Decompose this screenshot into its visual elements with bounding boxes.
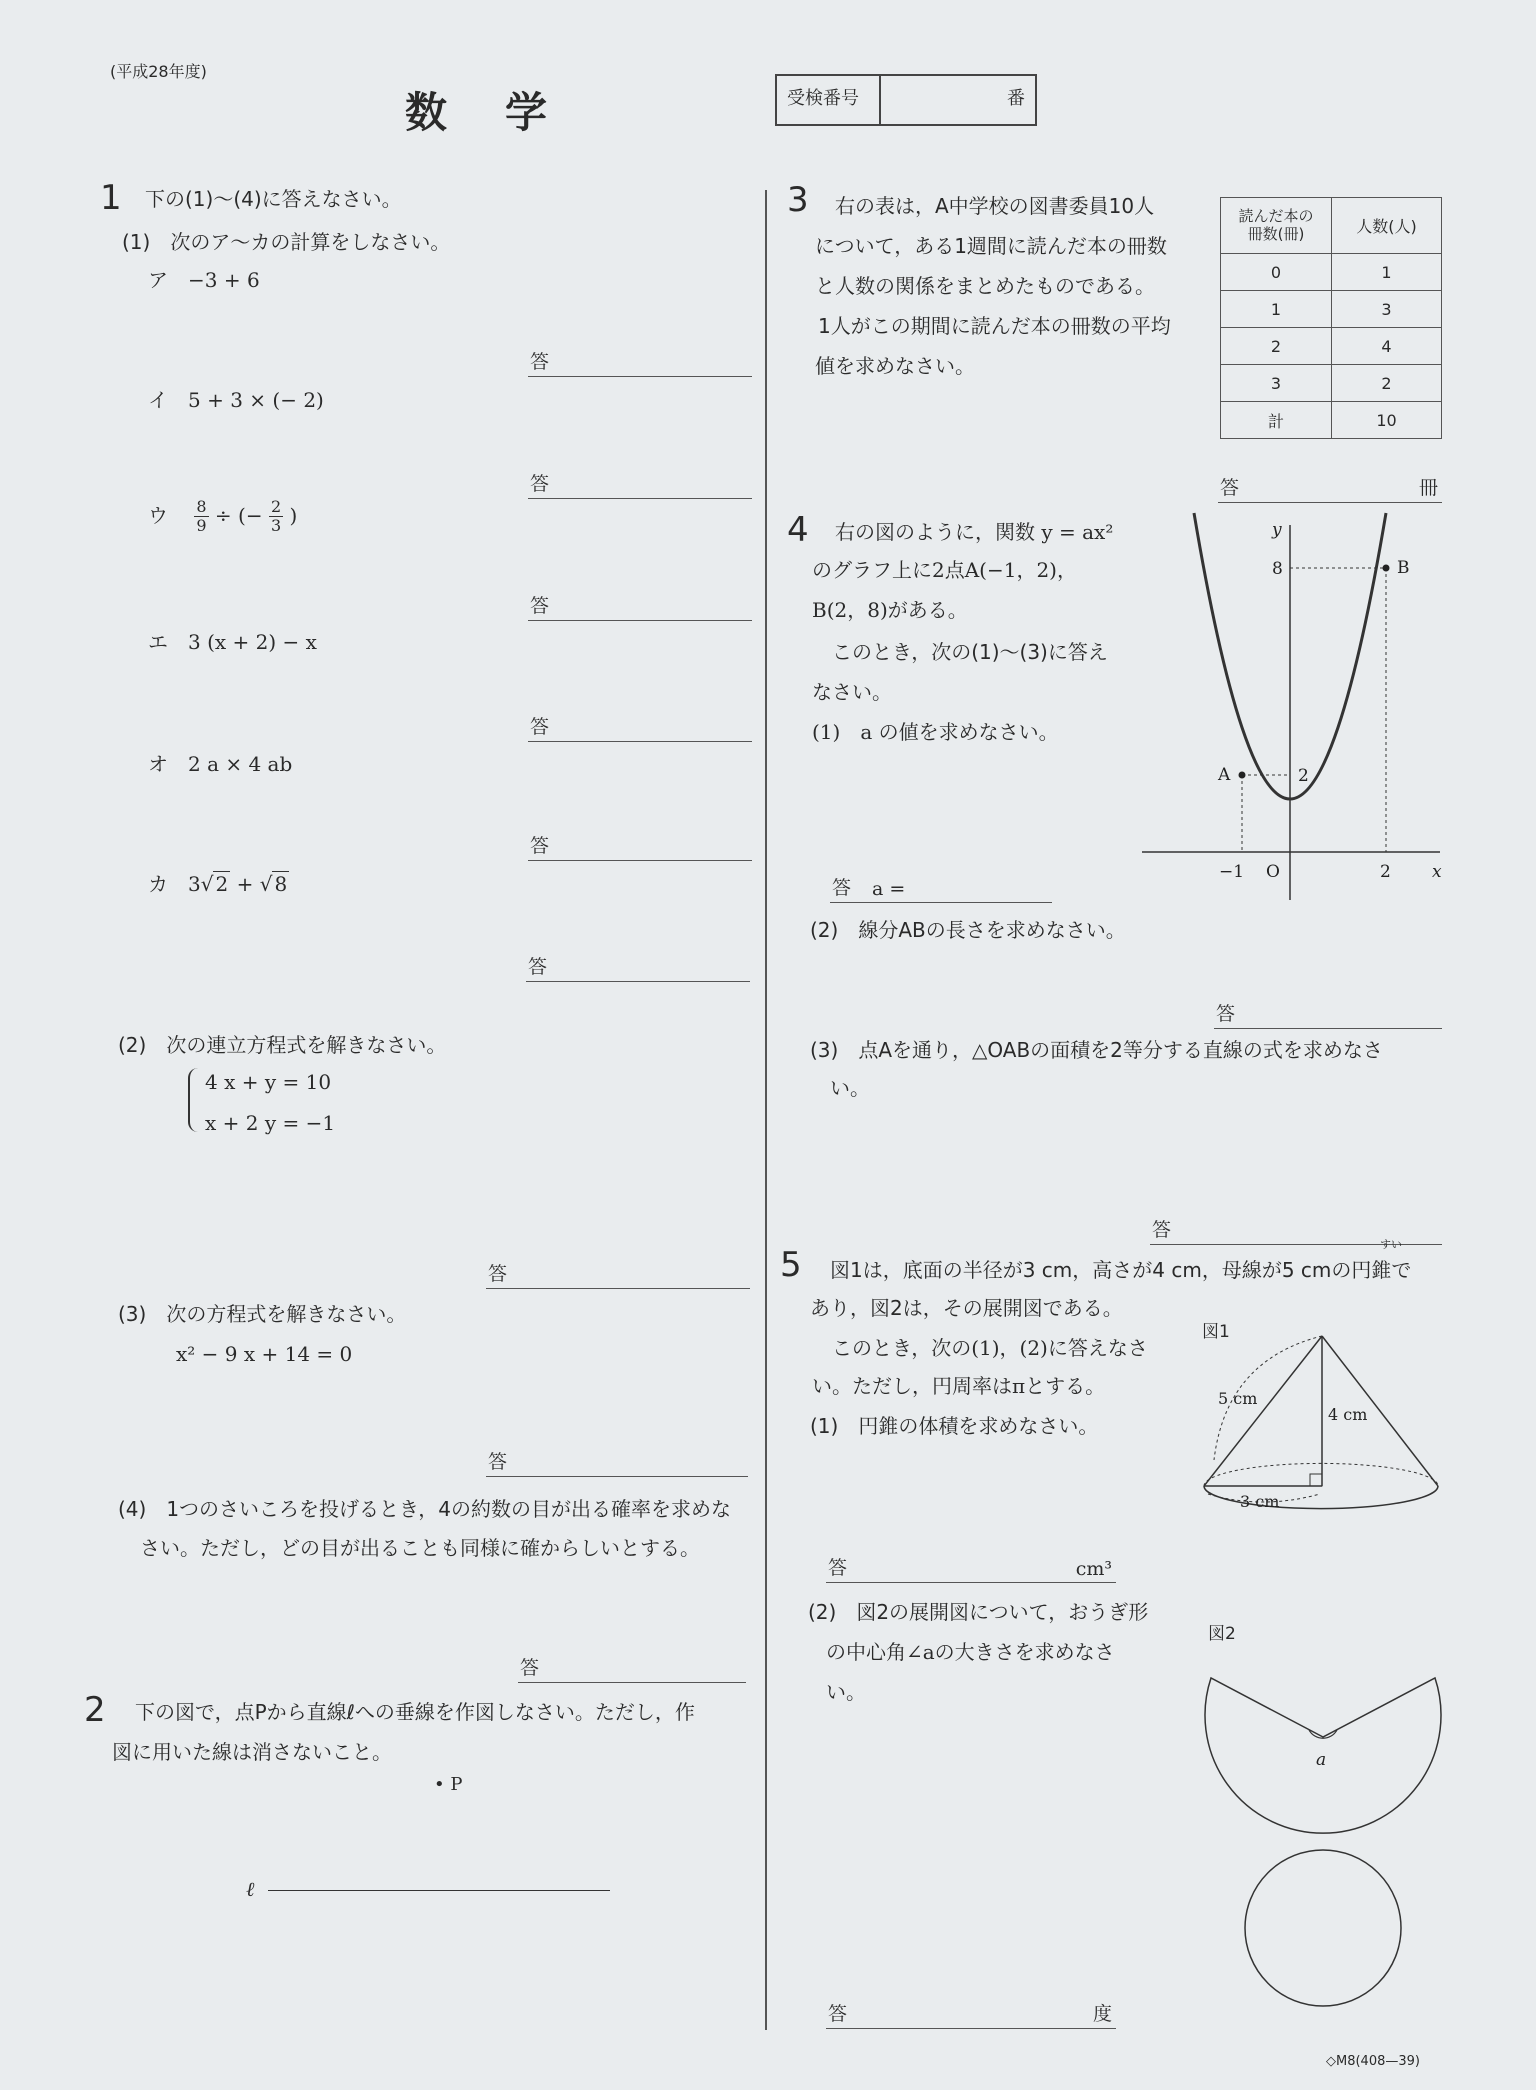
q5-line3: このとき，次の(1)，(2)に答えなさ [812,1336,1148,1360]
table-row [1221,291,1442,328]
q5-number: 5 [780,1245,802,1285]
q1-p3-intro: (3) 次の方程式を解きなさい。 [118,1302,407,1326]
q5-line4: い。ただし，円周率はπとする。 [812,1374,1106,1398]
table-row [1221,402,1442,439]
cone-slant-left [1204,1336,1322,1486]
q2-line1: 下の図で，点Pから直線ℓへの垂線を作図しなさい。ただし，作 [135,1700,695,1724]
table-cell: 1 [1221,291,1332,328]
q4-p3-line1: (3) 点Aを通り，△OABの面積を2等分する直線の式を求めなさ [810,1038,1383,1062]
table-cell: 3 [1332,291,1442,328]
q4-p2: (2) 線分ABの長さを求めなさい。 [810,918,1126,942]
table-cell: 1 [1332,254,1442,291]
answer-line-1u[interactable]: 答 [528,594,752,621]
q1-item-u: ウ $\frac{8}{9}$ ÷ (− $\frac{2}{3}$ ) [148,497,298,536]
table-cell: 計 [1221,402,1332,439]
fig1-label: 図1 [1202,1322,1230,1342]
table-cell: 2 [1332,365,1442,402]
q1-item-e: エ 3 (x + 2) − x [148,630,317,654]
table-row [1221,328,1442,365]
q1-p2-eq2: x + 2 y = −1 [205,1111,336,1135]
system-brace [188,1068,202,1132]
frequency-table [1220,197,1442,439]
x-axis-label: x [1432,862,1442,882]
q5-p2-line1: (2) 図2の展開図について，おうぎ形 [808,1600,1149,1624]
exam-number-label: 受検番号 [787,88,859,109]
table-cell: 10 [1332,402,1442,439]
table-header-people: 人数(人) [1332,198,1442,254]
table-cell: 0 [1221,254,1332,291]
q1-number: 1 [100,178,122,218]
q4-p1: (1) a の値を求めなさい。 [812,720,1059,744]
table-row [1221,254,1442,291]
y-tick-8: 8 [1272,559,1283,579]
exam-number-box [775,74,1037,126]
slant-label: 5 cm [1218,1389,1258,1408]
exam-number-suffix: 番 [1007,88,1025,109]
angle-label: a [1316,1750,1327,1770]
guide-lines [1242,568,1386,852]
answer-line-1o[interactable]: 答 [528,834,752,861]
q5-line2: あり，図2は，その展開図である。 [810,1296,1123,1320]
q4-number: 4 [787,510,809,550]
point-b-label: B [1397,558,1410,578]
answer-line-4-2[interactable]: 答 [1214,1002,1442,1029]
q3-line1: 右の表は，A中学校の図書委員10人 [835,194,1155,218]
q4-line1: 右の図のように，関数 y = ax² [835,520,1114,544]
q3-line3: と人数の関係をまとめたものである。 [815,274,1155,298]
answer-line-1e[interactable]: 答 [528,715,752,742]
q1-intro: 下の(1)～(4)に答えなさい。 [145,187,402,211]
answer-line-1-2[interactable]: 答 [486,1262,750,1289]
radius-label: 3 cm [1240,1492,1280,1511]
q1-p1-intro: (1) 次のア～カの計算をしなさい。 [122,230,451,254]
y-axis-label: y [1272,520,1282,540]
q1-p4-line2: さい。ただし，どの目が出ることも同様に確からしいとする。 [140,1536,700,1560]
column-divider [765,190,767,2030]
line-l [268,1890,610,1891]
ruby-text: すい [1380,1238,1402,1251]
q4-line5: なさい。 [812,680,892,704]
answer-line-3[interactable]: 答 冊 [1218,476,1442,503]
answer-line-1i[interactable]: 答 [528,472,752,499]
year-label: (平成28年度) [110,62,207,81]
base-circle [1245,1850,1401,2006]
table-header-books: 読んだ本の 冊数(冊) [1221,198,1332,254]
answer-line-4-1[interactable]: 答 a = [830,876,1052,903]
q4-line4: このとき，次の(1)～(3)に答え [812,640,1108,664]
table-header-row [1221,198,1442,254]
answer-line-1a[interactable]: 答 [528,350,752,377]
q1-item-ka: カ 3√ 2 + √ 8 [148,872,288,896]
q5-p1: (1) 円錐の体積を求めなさい。 [810,1414,1099,1438]
parabola-graph [1140,505,1450,905]
page-title: 数 学 [405,88,556,137]
y-tick-2: 2 [1298,766,1309,786]
q1-item-a: ア −3 + 6 [148,268,260,292]
q5-line1: 図1は，底面の半径が3 cm，高さが4 cm，母線が5 cmの円錐で [830,1258,1412,1282]
answer-line-1-3[interactable]: 答 [486,1450,748,1477]
q3-line4: 1人がこの期間に読んだ本の冊数の平均 [818,314,1171,338]
q2-line2: 図に用いた線は消さないこと。 [112,1740,392,1764]
q1-item-o: オ 2 a × 4 ab [148,752,293,776]
height-label: 4 cm [1328,1405,1368,1424]
x-tick-neg1: −1 [1219,862,1245,882]
cone-figure [1196,1330,1446,1520]
point-b [1383,565,1390,572]
point-p: • P [434,1774,463,1795]
divider [879,76,881,124]
table-cell: 3 [1221,365,1332,402]
q5-p2-line3: い。 [826,1680,866,1704]
q4-line2: のグラフ上に2点A(−1，2)， [812,558,1077,582]
q1-p4-line1: (4) 1つのさいころを投げるとき，4の約数の目が出る確率を求めな [118,1497,731,1521]
net-figure [1196,1650,1446,2050]
answer-line-5-1[interactable]: 答 cm³ [826,1556,1116,1583]
answer-line-1-4[interactable]: 答 [518,1656,746,1683]
fig2-label: 図2 [1208,1624,1236,1644]
answer-line-4-3[interactable]: 答 [1150,1218,1442,1245]
q1-p2-intro: (2) 次の連立方程式を解きなさい。 [118,1033,447,1057]
line-l-label: ℓ [246,1877,255,1901]
answer-line-5-2[interactable]: 答 度 [826,2002,1116,2029]
table-cell: 4 [1332,328,1442,365]
footer-code: ◇M8(408—39) [1326,2054,1420,2069]
q2-number: 2 [84,1690,106,1730]
point-a [1239,772,1246,779]
x-tick-2: 2 [1380,862,1391,882]
q1-p2-eq1: 4 x + y = 10 [205,1070,332,1094]
point-a-label: A [1218,765,1231,785]
answer-line-1ka[interactable]: 答 [526,955,750,982]
q3-line5: 値を求めなさい。 [815,354,975,378]
origin-label: O [1266,862,1280,882]
q4-line3: B(2，8)がある。 [812,598,968,622]
cone-base-back [1204,1463,1438,1486]
table-cell: 2 [1221,328,1332,365]
table-row [1221,365,1442,402]
q3-number: 3 [787,180,809,220]
q4-p3-line2: い。 [830,1076,870,1100]
q1-item-i: イ 5 + 3 × (− 2) [148,388,324,412]
right-angle-mark [1310,1474,1322,1486]
q1-p3-eq: x² − 9 x + 14 = 0 [176,1342,353,1366]
q3-line2: について，ある1週間に読んだ本の冊数 [815,234,1167,258]
q5-p2-line2: の中心角∠aの大きさを求めなさ [826,1640,1115,1664]
